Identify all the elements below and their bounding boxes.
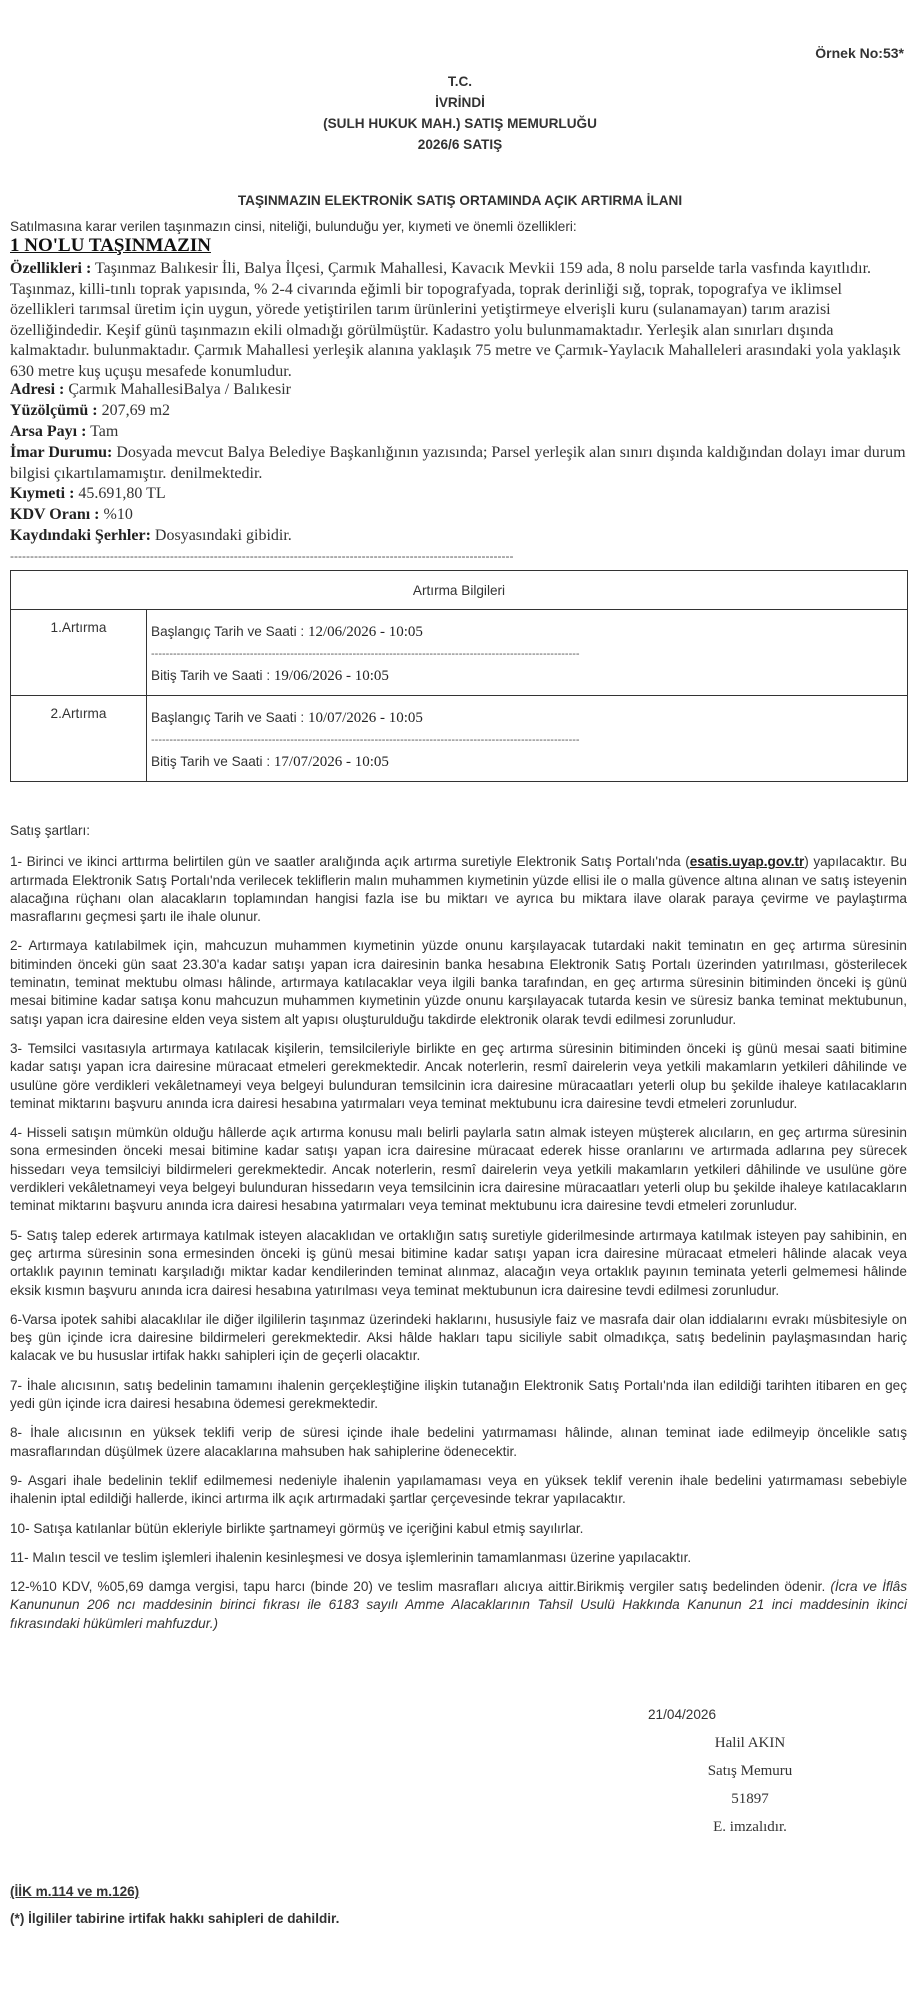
share-label: Arsa Payı : xyxy=(10,423,87,440)
start-label: Başlangıç Tarih ve Saati : xyxy=(151,710,305,725)
area-value: 207,69 m2 xyxy=(97,402,171,419)
signer-title: Satış Memuru xyxy=(707,1763,793,1779)
condition-1 xyxy=(10,853,907,926)
property-zoning xyxy=(10,443,910,484)
condition-12-text: 12-%10 KDV, %05,69 damga vergisi, tapu harcı (binde 20) ve teslim masrafları alıcıya aittir.Birikmiş vergiler satış bedelinden ödenir. xyxy=(10,1579,831,1595)
divider-line: ------------------------------------------------------------------------------------------------------------------------------ xyxy=(10,549,514,563)
signer-number: 51897 xyxy=(731,1791,769,1807)
auction-end xyxy=(151,748,903,776)
condition-1-text-after: ) yapılacaktır. Bu artırmada Elektronik Satış Portalı'nda verilecek tekliflerin malın muhammen kıymetinin yüzde ellisi ile o malla güvence altına alınan ve satış isteyenin alacağına rüçhanı olan alacakların toplamından hangisi fazla ise bu miktarı ve ayrıca bu miktara ilave olarak paraya çevirme ve paylaştırma masraflarını geçmesi şartı ile ihale olunur. xyxy=(10,854,907,925)
header-tc: T.C. xyxy=(447,74,473,89)
auction-table-header: Artırma Bilgileri xyxy=(11,571,908,610)
address-value: Çarmık MahallesiBalya / Balıkesir xyxy=(64,381,291,398)
condition-2: 2- Artırmaya katılabilmek için, mahcuzun muhammen kıymetinin yüzde onunu karşılayacak tutardaki nakit teminatın en geç artırma süresinin bitiminden önceki gün saat 23.30'a kadar satışı yapan icra dairesinin banka hesabına Elektronik Satış Portalı üzerinden yatırılması, gösterilecek teminatın, teminat mektubu olması hâlinde, artırmaya katılacaklar veya ilgili banka tarafından, en geç artırma süresinin bitiminden önceki iş günü mesai bitimine kadar satışa konu mahcuzun muhammen kıymetinin yüzde onunu karşılayacak tutarda kesin ve süresiz banka teminat mektubunun, satışı yapan icra dairesine elden veya sistem alt yapısı oluşturulduğu takdirde elektronik olarak tevdi edilmesi zorunludur. xyxy=(10,938,907,1027)
value-label: Kıymeti : xyxy=(10,485,75,502)
footnote: (*) İlgililer tabirine irtifak hakkı sahipleri de dahildir. xyxy=(10,1911,340,1926)
condition-10: 10- Satışa katılanlar bütün ekleriyle birlikte şartnameyi görmüş ve içeriğini kabul etmiş sayılırlar. xyxy=(10,1520,584,1536)
encumbrance-value: Dosyasındaki gibidir. xyxy=(150,527,292,544)
auction-dashes: --------------------------------------------------------------------------------------------------------------------- xyxy=(151,648,580,660)
property-vat xyxy=(10,505,910,526)
esatis-link[interactable]: esatis.uyap.gov.tr xyxy=(689,854,805,870)
auction-table xyxy=(10,570,908,782)
address-label: Adresi : xyxy=(10,381,65,398)
condition-3: 3- Temsilci vasıtasıyla artırmaya katılacak kişilerin, temsilcileriyle birlikte en geç artırma süresinin bitiminden önceki iş günü mesai saati bitimine kadar satışı yapan icra dairesine müracaat etmeleri gerekmektedir. Ancak noterlerin, resmî dairelerin veya yetkili makamların yetkileri dâhilinde ve usulüne göre verdikleri vekâletnameyi veya belgeyi bulunduran temsilcinin icra dairesine müracaatları yeterli olup bu şekilde ihaleye katılacakların teminat miktarını başvuru anında icra dairesi hesabına yatırmaları veya teminat mektubunu icra dairesine tevdi etmeleri zorunludur. xyxy=(10,1040,907,1111)
zoning-label: İmar Durumu: xyxy=(10,444,113,461)
end-label: Bitiş Tarih ve Saati : xyxy=(151,754,271,769)
value-amount: 45.691,80 TL xyxy=(74,485,166,502)
property-title: 1 NO'LU TAŞINMAZIN xyxy=(10,235,211,256)
law-reference: (İİK m.114 ve m.126) xyxy=(10,1884,140,1899)
features-label: Özellikleri : xyxy=(10,260,92,277)
condition-8: 8- İhale alıcısının en yüksek teklifi verip de süresi içinde ihale bedelini yatırmaması hâlinde, alınan teminat iade edilmeyip öncelikle satış masraflarından düşülmek üzere alacaklarına mahsuben hak sahiplerine ödenecektir. xyxy=(10,1425,907,1459)
condition-12 xyxy=(10,1578,907,1633)
auction-dates xyxy=(147,696,908,782)
condition-7: 7- İhale alıcısının, satış bedelinin tamamını ihalenin gerçekleştiğine ilişkin tutanağın Elektronik Satış Portalı'nda ilan edildiği tarihten itibaren en geç yedi gün içinde icra dairesi hesabına ödemesi gerekmektedir. xyxy=(10,1377,907,1412)
end-value: 19/06/2026 - 10:05 xyxy=(273,668,389,684)
property-area xyxy=(10,401,910,422)
intro-text: Satılmasına karar verilen taşınmazın cinsi, niteliği, bulunduğu yer, kıymeti ve önemli özellikleri: xyxy=(10,219,577,234)
property-value xyxy=(10,484,910,505)
property-encumbrances xyxy=(10,526,910,547)
encumbrance-label: Kaydındaki Şerhler: xyxy=(10,527,151,544)
condition-1-text: 1- Birinci ve ikinci arttırma belirtilen gün ve saatler aralığında açık artırma suretiyle Elektronik Satış Portalı'nda ( xyxy=(10,854,690,870)
sale-conditions xyxy=(10,822,907,1644)
condition-12-note: (İcra ve İflâs Kanununun 206 ncı maddesinin birinci fıkrası ile 6183 sayılı Amme Alacaklarının Tahsil Usulü Hakkında Kanunun 21 inci maddesinin ikinci fıkrasındaki hükümleri mahfuzdur.) xyxy=(10,1579,908,1631)
property-share xyxy=(10,422,910,443)
condition-11: 11- Malın tescil ve teslim işlemleri ihalenin kesinleşmesi ve dosya işlemlerinin tamamlanması üzerine yapılacaktır. xyxy=(10,1549,692,1565)
signature-date: 21/04/2026 xyxy=(648,1707,717,1722)
header-file-number: 2026/6 SATIŞ xyxy=(417,137,503,152)
area-label: Yüzölçümü : xyxy=(10,402,98,419)
share-value: Tam xyxy=(86,423,119,440)
auction-name: 2.Artırma xyxy=(11,696,147,782)
end-value: 17/07/2026 - 10:05 xyxy=(273,754,389,770)
auction-row xyxy=(11,610,908,696)
features-text: Taşınmaz Balıkesir İli, Balya İlçesi, Çarmık Mahallesi, Kavacık Mevkii 159 ada, 8 nolu parselde tarla vasfında kayıtlıdır. Taşınmaz, killi-tınlı toprak yapısında, % 2-4 civarında eğimli bir topografyada, toprak derinliği sığ, toprak, topografya ve iklimsel özellikleri tarımsal üretim için uygun, yörede yetiştirilen tarım ürünlerini yetiştirmeye elverişli kuru (sulanamayan) tarım arazisi özelliğindedir. Keşif günü taşınmazın ekili olmadığı görülmüştür. Kadastro yolu bulunmamaktadır. Yerleşik alan sınırları dışında kalmaktadır. bulunmaktadır. Çarmık Mahallesi yerleşik alanına yaklaşık 75 metre ve Çarmık-Yaylacık Mahalleleri arasındaki yola yaklaşık 630 metre kuş uçuşu mesafede konumludur. xyxy=(10,260,901,380)
auction-name: 1.Artırma xyxy=(11,610,147,696)
sample-number: Örnek No:53* xyxy=(815,45,904,61)
property-features xyxy=(10,259,910,382)
vat-value: %10 xyxy=(99,506,133,523)
auction-start xyxy=(151,704,903,732)
start-value: 10/07/2026 - 10:05 xyxy=(307,710,423,726)
auction-start xyxy=(151,618,903,646)
header-office: (SULH HUKUK MAH.) SATIŞ MEMURLUĞU xyxy=(323,116,597,131)
auction-row xyxy=(11,696,908,782)
condition-4: 4- Hisseli satışın mümkün olduğu hâllerde açık artırma konusu malı belirli paylarla satın almak isteyen müşterek alıcıların, en geç artırma süresinin sona ermesinden önceki mesai bitimine kadar satışı yapan icra dairesine müracaat ederek hisse oranlarını ve artırmada adlarına pey sürecek hissedarı veya temsilciyi bildirmeleri gerekmektedir. Ancak noterlerin, resmî dairelerin veya yetkili makamların yetkileri dâhilinde ve usulüne göre verdikleri vekâletnameyi veya belgeyi bulunduran hissedarın veya temsilcinin icra dairesine müracaatları yeterli olup bu şekilde ihaleye katılacakların teminat miktarını başvuru anında icra dairesi hesabına yatırmaları veya teminat mektubunu icra dairesine tevdi etmeleri zorunludur. xyxy=(10,1125,907,1214)
end-label: Bitiş Tarih ve Saati : xyxy=(151,668,271,683)
start-label: Başlangıç Tarih ve Saati : xyxy=(151,624,305,639)
notice-title: TAŞINMAZIN ELEKTRONİK SATIŞ ORTAMINDA AÇIK ARTIRMA İLANI xyxy=(237,193,683,208)
conditions-title: Satış şartları: xyxy=(10,823,91,838)
start-value: 12/06/2026 - 10:05 xyxy=(307,624,423,640)
signed-note: E. imzalıdır. xyxy=(713,1819,787,1835)
condition-5: 5- Satış talep ederek artırmaya katılmak isteyen alacaklıdan ve ortaklığın satış suretiyle giderilmesinde artırmaya katılmak isteyen pay sahibinin, en geç artırma süresinin sona ermesinden önceki iş günü mesai bitimine kadar satışı yapan icra dairesine müracaat etmeleri hâlinde alacak veya ortaklık payının teminatı karşıladığı miktar kadar kendilerinden teminat alınmaz, alacağın veya ortaklık payının teminata yeterli gelmemesi hâlinde eksik kısmın başvuru anında icra dairesi hesabına yatırılması veya teminat mektubunun icra dairesine tevdi edilmesi zorunludur. xyxy=(10,1227,907,1298)
auction-end xyxy=(151,662,903,690)
signer-name: Halil AKIN xyxy=(714,1735,786,1751)
property-address xyxy=(10,380,910,401)
zoning-value: Dosyada mevcut Balya Belediye Başkanlığının yazısında; Parsel yerleşik alan sınırı dışında kaldığından dolayı imar durum bilgisi çıkartılamamıştır. denilmektedir. xyxy=(10,444,906,482)
header-location: İVRİNDİ xyxy=(435,95,485,110)
vat-label: KDV Oranı : xyxy=(10,506,100,523)
condition-9: 9- Asgari ihale bedelinin teklif edilmemesi nedeniyle ihalenin yapılamaması veya en yüksek teklif verenin ihale bedelini yatırmaması sebebiyle ihalenin iptal edildiği hallerde, ikinci artırma ilk açık artırmadaki şartlar çerçevesinde tekrar yapılacaktır. xyxy=(10,1472,907,1507)
auction-dashes: --------------------------------------------------------------------------------------------------------------------- xyxy=(151,734,580,746)
auction-dates xyxy=(147,610,908,696)
condition-6: 6-Varsa ipotek sahibi alacaklılar ile diğer ilgililerin taşınmaz üzerindeki haklarını, hususiyle faiz ve masrafa dair olan iddialarını evrakı müsbitesiyle on beş gün içinde icra dairesine bildirmeleri gerekmektedir. Aksi hâlde hakları tapu siciliyle sabit olmadıkça, satış bedelinin paylaşmasından hariç kalacak ve bu hususlar irtifak hakkı sahipleri için de geçerli olacaktır. xyxy=(10,1311,907,1364)
